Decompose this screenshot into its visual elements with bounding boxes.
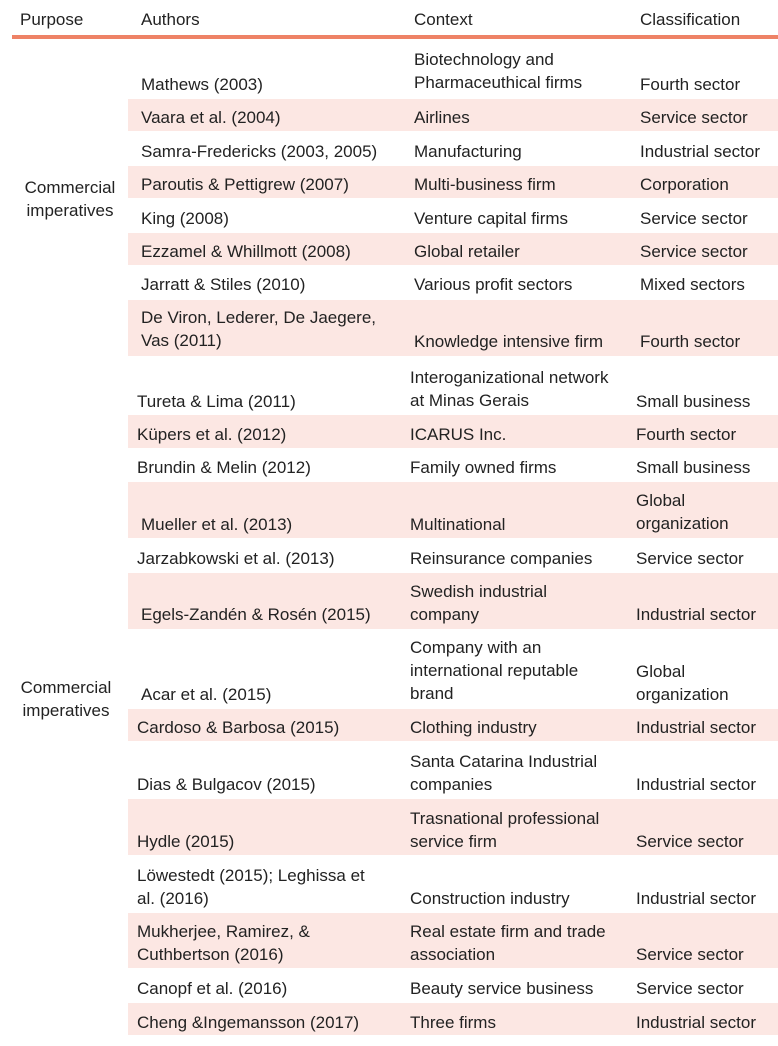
- cell-authors: Dias & Bulgacov (2015): [137, 775, 316, 794]
- cell-authors: Mathews (2003): [141, 75, 263, 94]
- cell-context: Swedish industrial company: [410, 582, 548, 624]
- cell-authors: De Viron, Lederer, De Jaegere, Vas (2011): [141, 308, 376, 350]
- cell-context: Venture capital firms: [414, 209, 569, 228]
- purpose-label-2: Commercial imperatives: [20, 678, 112, 720]
- cell-classification: Industrial sector: [636, 775, 756, 794]
- cell-classification: Fourth sector: [640, 332, 741, 351]
- header-purpose: Purpose: [20, 10, 84, 29]
- cell-authors: Cardoso & Barbosa (2015): [137, 718, 340, 737]
- cell-classification: Global organization: [636, 662, 729, 704]
- cell-classification: Service sector: [636, 832, 744, 851]
- cell-classification: Service sector: [636, 979, 744, 998]
- cell-authors: Cheng &Ingemansson (2017): [137, 1013, 360, 1032]
- cell-authors: Acar et al. (2015): [141, 685, 272, 704]
- cell-authors: Brundin & Melin (2012): [137, 458, 311, 477]
- cell-authors: Samra-Fredericks (2003, 2005): [141, 142, 378, 161]
- cell-context: Trasnational professional service firm: [410, 809, 600, 851]
- cell-classification: Industrial sector: [636, 718, 756, 737]
- cell-context: Clothing industry: [410, 718, 537, 737]
- cell-authors: Jarratt & Stiles (2010): [141, 275, 306, 294]
- cell-context: Global retailer: [414, 242, 520, 261]
- cell-context: Beauty service business: [410, 979, 594, 998]
- cell-authors: King (2008): [141, 209, 229, 228]
- cell-context: Multi-business firm: [414, 175, 556, 194]
- cell-classification: Service sector: [636, 945, 744, 964]
- cell-context: Knowledge intensive firm: [414, 332, 603, 351]
- cell-classification: Service sector: [640, 108, 748, 127]
- cell-context: ICARUS Inc.: [410, 425, 507, 444]
- header-context: Context: [414, 10, 473, 29]
- cell-classification: Corporation: [640, 175, 729, 194]
- cell-authors: Jarzabkowski et al. (2013): [137, 549, 335, 568]
- cell-classification: Fourth sector: [636, 425, 737, 444]
- cell-authors: Küpers et al. (2012): [137, 425, 287, 444]
- cell-classification: Service sector: [636, 549, 744, 568]
- cell-authors: Vaara et al. (2004): [141, 108, 281, 127]
- cell-authors: Mukherjee, Ramirez, & Cuthbertson (2016): [137, 922, 310, 964]
- cell-classification: Service sector: [640, 209, 748, 228]
- cell-context: Three firms: [410, 1013, 496, 1032]
- cell-context: Multinational: [410, 515, 506, 534]
- cell-context: Reinsurance companies: [410, 549, 593, 568]
- header-classification: Classification: [640, 10, 741, 29]
- cell-classification: Small business: [636, 458, 751, 477]
- cell-classification: Industrial sector: [636, 1013, 756, 1032]
- cell-classification: Global organization: [636, 491, 729, 533]
- cell-authors: Canopf et al. (2016): [137, 979, 288, 998]
- cell-context: Manufacturing: [414, 142, 522, 161]
- header-rule: [12, 35, 778, 39]
- cell-authors: Ezzamel & Whillmott (2008): [141, 242, 351, 261]
- cell-authors: Paroutis & Pettigrew (2007): [141, 175, 349, 194]
- cell-context: Airlines: [414, 108, 470, 127]
- cell-context: Construction industry: [410, 889, 570, 908]
- cell-context: Real estate firm and trade association: [410, 922, 606, 964]
- cell-authors: Hydle (2015): [137, 832, 235, 851]
- cell-context: Santa Catarina Industrial companies: [410, 752, 598, 794]
- cell-context: Biotechnology and Pharmaceuthical firms: [414, 50, 583, 92]
- cell-classification: Industrial sector: [640, 142, 760, 161]
- cell-context: Interoganizational network at Minas Gerais: [410, 368, 609, 410]
- cell-classification: Fourth sector: [640, 75, 741, 94]
- cell-context: Company with an international reputable brand: [410, 638, 579, 703]
- cell-authors: Mueller et al. (2013): [141, 515, 293, 534]
- purpose-label-1: Commercial imperatives: [24, 178, 116, 220]
- cell-context: Various profit sectors: [414, 275, 573, 294]
- cell-authors: Löwestedt (2015); Leghissa et al. (2016): [137, 866, 365, 908]
- cell-classification: Industrial sector: [636, 889, 756, 908]
- cell-classification: Mixed sectors: [640, 275, 745, 294]
- header-authors: Authors: [141, 10, 200, 29]
- cell-context: Family owned firms: [410, 458, 557, 477]
- cell-classification: Service sector: [640, 242, 748, 261]
- table-header: [0, 0, 778, 38]
- cell-authors: Egels-Zandén & Rosén (2015): [141, 605, 371, 624]
- cell-authors: Tureta & Lima (2011): [137, 392, 296, 411]
- cell-classification: Small business: [636, 392, 751, 411]
- cell-classification: Industrial sector: [636, 605, 756, 624]
